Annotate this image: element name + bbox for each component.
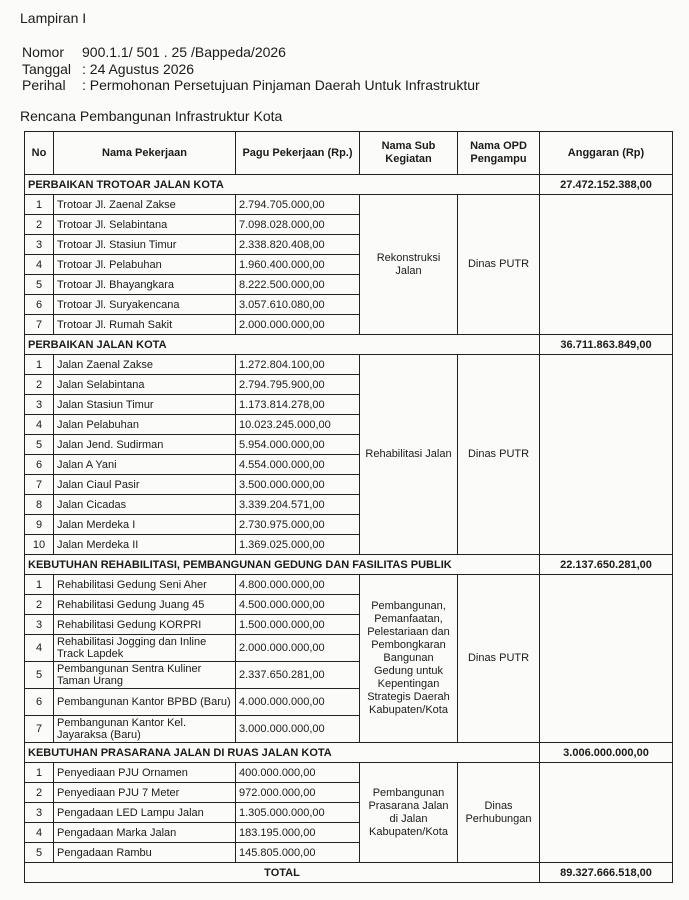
row-number: 9: [25, 515, 54, 535]
cell-opd: Dinas PUTR: [458, 195, 540, 335]
row-number: 6: [25, 455, 54, 475]
cell-opd: Dinas PUTR: [458, 575, 540, 743]
row-number: 2: [25, 783, 54, 803]
row-nama-pekerjaan: Jalan Merdeka I: [54, 515, 236, 535]
row-number: 3: [25, 235, 54, 255]
row-pagu: 400.000.000,00: [236, 763, 360, 783]
row-pagu: 972.000.000,00: [236, 783, 360, 803]
infrastructure-plan-table: [24, 131, 673, 883]
row-nama-pekerjaan: Pembangunan Kantor BPBD (Baru): [54, 689, 236, 716]
row-pagu: 2.000.000.000,00: [236, 635, 360, 662]
row-number: 4: [25, 635, 54, 662]
row-pagu: 3.339.204.571,00: [236, 495, 360, 515]
row-nama-pekerjaan: Penyediaan PJU 7 Meter: [54, 783, 236, 803]
row-pagu: 1.272.804.100,00: [236, 355, 360, 375]
cell-opd: Dinas Perhubungan: [458, 763, 540, 863]
row-number: 2: [25, 595, 54, 615]
row-number: 1: [25, 355, 54, 375]
row-nama-pekerjaan: Pengadaan Marka Jalan: [54, 823, 236, 843]
table-row: [25, 575, 673, 595]
tanggal-label: Tanggal: [22, 61, 72, 77]
row-nama-pekerjaan: Trotoar Jl. Zaenal Zakse: [54, 195, 236, 215]
col-header-anggaran: Anggaran (Rp): [540, 132, 673, 175]
cell-anggaran-empty: [540, 575, 673, 743]
row-nama-pekerjaan: Jalan Cicadas: [54, 495, 236, 515]
row-pagu: 1.369.025.000,00: [236, 535, 360, 555]
row-number: 5: [25, 662, 54, 689]
row-nama-pekerjaan: Rehabilitasi Gedung Juang 45: [54, 595, 236, 615]
row-number: 2: [25, 375, 54, 395]
table-body: [25, 175, 673, 883]
row-number: 1: [25, 763, 54, 783]
row-number: 7: [25, 475, 54, 495]
row-pagu: 7.098.028.000,00: [236, 215, 360, 235]
table-subtitle: Rencana Pembangunan Infrastruktur Kota: [20, 108, 283, 124]
col-header-pagu: Pagu Pekerjaan (Rp.): [236, 132, 360, 175]
section-name: KEBUTUHAN REHABILITASI, PEMBANGUNAN GEDUNG DAN FASILITAS PUBLIK: [25, 555, 540, 575]
total-label: TOTAL: [25, 863, 540, 883]
total-value: 89.327.666.518,00: [540, 863, 673, 883]
row-pagu: 5.954.000.000,00: [236, 435, 360, 455]
row-pagu: 145.805.000,00: [236, 843, 360, 863]
row-number: 8: [25, 495, 54, 515]
col-header-nama-pekerjaan: Nama Pekerjaan: [54, 132, 236, 175]
row-number: 4: [25, 255, 54, 275]
row-nama-pekerjaan: Rehabilitasi Gedung Seni Aher: [54, 575, 236, 595]
perihal-label: Perihal: [22, 77, 66, 93]
row-pagu: 3.000.000.000,00: [236, 716, 360, 743]
nomor-value: 900.1.1/ 501 . 25 /Bappeda/2026: [82, 44, 286, 60]
cell-anggaran-empty: [540, 195, 673, 335]
row-nama-pekerjaan: Trotoar Jl. Rumah Sakit: [54, 315, 236, 335]
cell-sub-kegiatan: Pembangunan, Pemanfaatan, Pelestariaan dan Pembongkaran Bangunan Gedung untuk Kepentingan Strategis Daerah Kabupaten/Kota: [360, 575, 458, 743]
row-number: 5: [25, 435, 54, 455]
section-row: [25, 335, 673, 355]
row-number: 7: [25, 315, 54, 335]
row-nama-pekerjaan: Jalan Jend. Sudirman: [54, 435, 236, 455]
row-number: 4: [25, 415, 54, 435]
row-nama-pekerjaan: Jalan Selabintana: [54, 375, 236, 395]
row-number: 6: [25, 689, 54, 716]
row-pagu: 2.794.705.000,00: [236, 195, 360, 215]
row-pagu: 2.000.000.000,00: [236, 315, 360, 335]
row-nama-pekerjaan: Penyediaan PJU Ornamen: [54, 763, 236, 783]
row-nama-pekerjaan: Jalan Pelabuhan: [54, 415, 236, 435]
total-row: [25, 863, 673, 883]
cell-sub-kegiatan: Rekonstruksi Jalan: [360, 195, 458, 335]
section-row: [25, 743, 673, 763]
section-anggaran: 36.711.863.849,00: [540, 335, 673, 355]
section-name: PERBAIKAN TROTOAR JALAN KOTA: [25, 175, 540, 195]
section-name: PERBAIKAN JALAN KOTA: [25, 335, 540, 355]
row-pagu: 2.794.795.900,00: [236, 375, 360, 395]
row-pagu: 2.730.975.000,00: [236, 515, 360, 535]
row-pagu: 8.222.500.000,00: [236, 275, 360, 295]
row-nama-pekerjaan: Trotoar Jl. Bhayangkara: [54, 275, 236, 295]
row-nama-pekerjaan: Jalan Ciaul Pasir: [54, 475, 236, 495]
row-nama-pekerjaan: Pengadaan Rambu: [54, 843, 236, 863]
row-number: 3: [25, 803, 54, 823]
row-pagu: 2.338.820.408,00: [236, 235, 360, 255]
row-nama-pekerjaan: Rehabilitasi Gedung KORPRI: [54, 615, 236, 635]
row-pagu: 183.195.000,00: [236, 823, 360, 843]
col-header-sub-kegiatan: Nama Sub Kegiatan: [360, 132, 458, 175]
row-nama-pekerjaan: Trotoar Jl. Pelabuhan: [54, 255, 236, 275]
row-pagu: 1.500.000.000,00: [236, 615, 360, 635]
row-pagu: 4.000.000.000,00: [236, 689, 360, 716]
row-number: 1: [25, 575, 54, 595]
row-number: 3: [25, 615, 54, 635]
nomor-label: Nomor: [22, 44, 65, 60]
row-nama-pekerjaan: Trotoar Jl. Selabintana: [54, 215, 236, 235]
row-nama-pekerjaan: Rehabilitasi Jogging dan Inline Track Lapdek: [54, 635, 236, 662]
cell-anggaran-empty: [540, 763, 673, 863]
cell-anggaran-empty: [540, 355, 673, 555]
cell-opd: Dinas PUTR: [458, 355, 540, 555]
perihal-value: : Permohonan Persetujuan Pinjaman Daerah Untuk Infrastruktur: [82, 77, 480, 93]
row-pagu: 3.500.000.000,00: [236, 475, 360, 495]
row-pagu: 4.554.000.000,00: [236, 455, 360, 475]
row-number: 5: [25, 843, 54, 863]
document-title: Lampiran I: [20, 10, 87, 26]
cell-sub-kegiatan: Rehabilitasi Jalan: [360, 355, 458, 555]
row-pagu: 2.337.650.281,00: [236, 662, 360, 689]
row-number: 2: [25, 215, 54, 235]
row-nama-pekerjaan: Jalan A Yani: [54, 455, 236, 475]
row-pagu: 4.800.000.000,00: [236, 575, 360, 595]
row-number: 3: [25, 395, 54, 415]
table-row: [25, 195, 673, 215]
row-nama-pekerjaan: Jalan Zaenal Zakse: [54, 355, 236, 375]
row-pagu: 10.023.245.000,00: [236, 415, 360, 435]
cell-sub-kegiatan: Pembangunan Prasarana Jalan di Jalan Kabupaten/Kota: [360, 763, 458, 863]
section-name: KEBUTUHAN PRASARANA JALAN DI RUAS JALAN KOTA: [25, 743, 540, 763]
col-header-opd: Nama OPD Pengampu: [458, 132, 540, 175]
row-nama-pekerjaan: Trotoar Jl. Suryakencana: [54, 295, 236, 315]
row-nama-pekerjaan: Pembangunan Sentra Kuliner Taman Urang: [54, 662, 236, 689]
section-anggaran: 22.137.650.281,00: [540, 555, 673, 575]
table-row: [25, 763, 673, 783]
section-anggaran: 3.006.000.000,00: [540, 743, 673, 763]
row-number: 7: [25, 716, 54, 743]
section-row: [25, 175, 673, 195]
table-row: [25, 355, 673, 375]
section-anggaran: 27.472.152.388,00: [540, 175, 673, 195]
row-number: 1: [25, 195, 54, 215]
tanggal-value: : 24 Agustus 2026: [82, 61, 195, 77]
row-number: 6: [25, 295, 54, 315]
row-nama-pekerjaan: Pengadaan LED Lampu Jalan: [54, 803, 236, 823]
row-pagu: 1.960.400.000,00: [236, 255, 360, 275]
col-header-no: No: [25, 132, 54, 175]
row-nama-pekerjaan: Jalan Merdeka II: [54, 535, 236, 555]
table-header-row: [25, 132, 673, 175]
row-number: 10: [25, 535, 54, 555]
row-nama-pekerjaan: Jalan Stasiun Timur: [54, 395, 236, 415]
row-pagu: 1.305.000.000,00: [236, 803, 360, 823]
row-nama-pekerjaan: Pembangunan Kantor Kel. Jayaraksa (Baru): [54, 716, 236, 743]
row-number: 4: [25, 823, 54, 843]
row-pagu: 3.057.610.080,00: [236, 295, 360, 315]
section-row: [25, 555, 673, 575]
row-nama-pekerjaan: Trotoar Jl. Stasiun Timur: [54, 235, 236, 255]
row-pagu: 4.500.000.000,00: [236, 595, 360, 615]
row-number: 5: [25, 275, 54, 295]
row-pagu: 1.173.814.278,00: [236, 395, 360, 415]
